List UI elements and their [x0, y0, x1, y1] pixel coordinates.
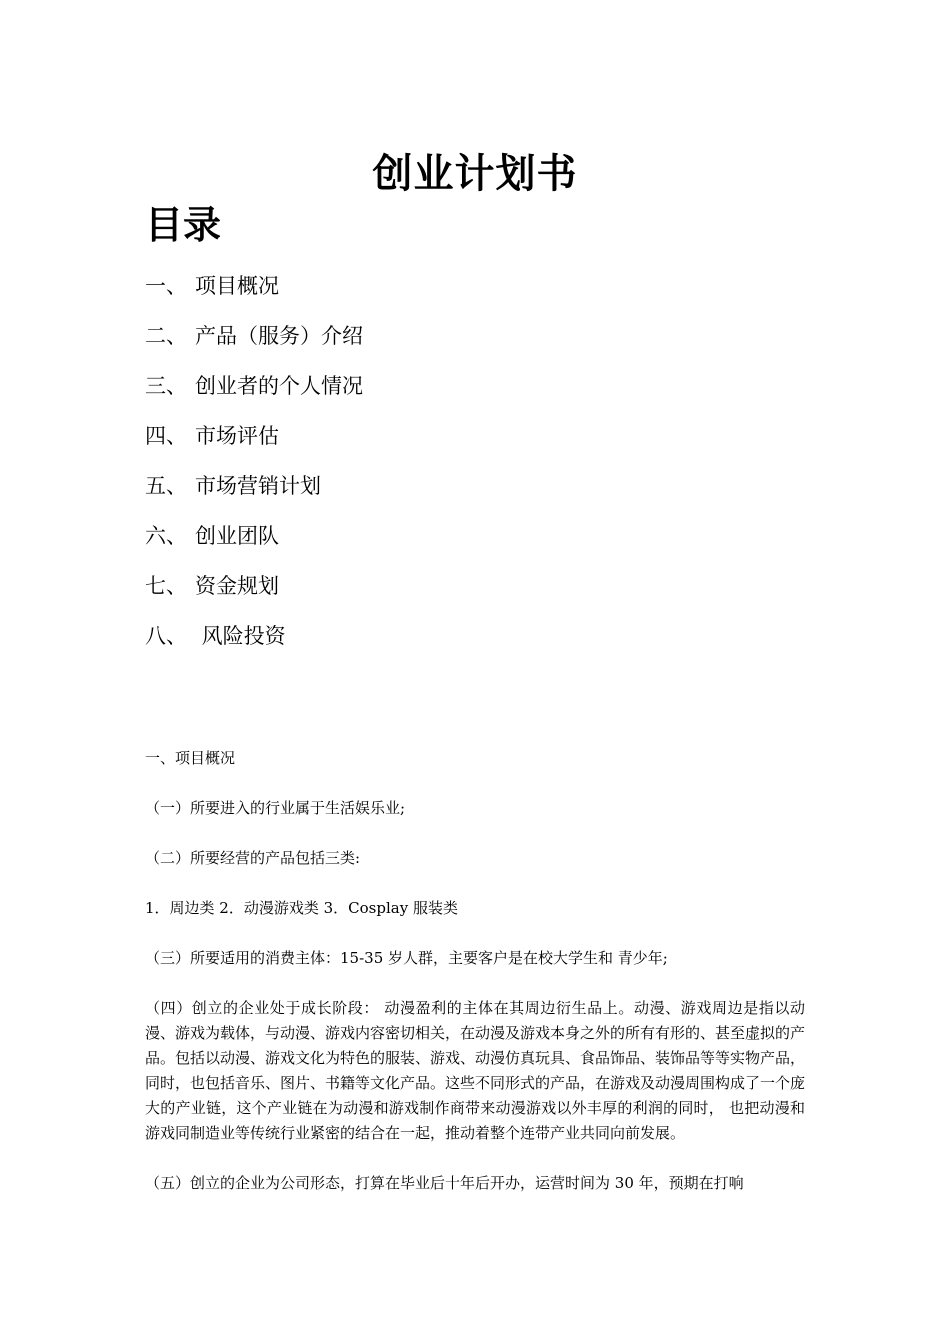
toc-item [145, 420, 805, 470]
toc-item [145, 320, 805, 370]
toc-item [145, 620, 805, 670]
toc-heading: 目录 [145, 203, 222, 247]
toc-item-label: 资金规划 [195, 574, 279, 598]
toc-item [145, 270, 805, 320]
toc-item-number: 一、 [145, 274, 187, 298]
toc-item-number: 七、 [145, 574, 187, 598]
toc-item-label: 风险投资 [195, 624, 286, 648]
toc-item-number: 三、 [145, 374, 187, 398]
document-title: 创业计划书 [372, 151, 578, 197]
toc-item-number: 六、 [145, 524, 187, 548]
paragraph-company-form: （五）创立的企业为公司形态，打算在毕业后十年后开办，运营时间为 30 年，预期在打响 [145, 1174, 744, 1192]
toc-item [145, 520, 805, 570]
toc-item-label: 创业者的个人情况 [195, 374, 363, 398]
toc-item-number: 二、 [145, 324, 187, 348]
toc-item-label: 项目概况 [195, 274, 279, 298]
toc-item [145, 370, 805, 420]
paragraph-products: （二）所要经营的产品包括三类: [145, 849, 361, 867]
toc-item-number: 五、 [145, 474, 187, 498]
section-body [145, 746, 805, 1221]
toc-item-number: 八、 [145, 624, 187, 648]
toc-item [145, 470, 805, 520]
toc-item-number: 四、 [145, 424, 187, 448]
toc-item [145, 570, 805, 620]
toc-item-label: 市场评估 [195, 424, 279, 448]
paragraph-growth-stage: （四）创立的企业处于成长阶段： 动漫盈利的主体在其周边衍生品上。动漫、游戏周边是指以动漫、游戏为载体，与动漫、游戏内容密切相关，在动漫及游戏本身之外的所有有形的、甚至虚拟的产品。包括以动漫、游戏文化为特色的服装、游戏、动漫仿真玩具、食品饰品、装饰品等等实物产品，同时，也包括音乐、图片、书籍等文化产品。这些不同形式的产品，在游戏及动漫周围构成了一个庞大的产业链，这个产业链在为动漫和游戏制作商带来动漫游戏以外丰厚的利润的同时， 也把动漫和游戏同制造业等传统行业紧密的结合在一起，推动着整个连带产业共同向前发展。 [145, 999, 806, 1142]
table-of-contents [145, 270, 805, 670]
section-heading: 一、项目概况 [145, 749, 236, 767]
paragraph-product-list: 1．周边类 2．动漫游戏类 3．Cosplay 服装类 [145, 899, 458, 917]
paragraph-industry: （一）所要进入的行业属于生活娱乐业; [145, 799, 406, 817]
toc-item-label: 产品（服务）介绍 [195, 324, 363, 348]
toc-item-label: 创业团队 [195, 524, 279, 548]
toc-item-label: 市场营销计划 [195, 474, 321, 498]
paragraph-consumers: （三）所要适用的消费主体：15-35 岁人群，主要客户是在校大学生和 青少年; [145, 949, 668, 967]
